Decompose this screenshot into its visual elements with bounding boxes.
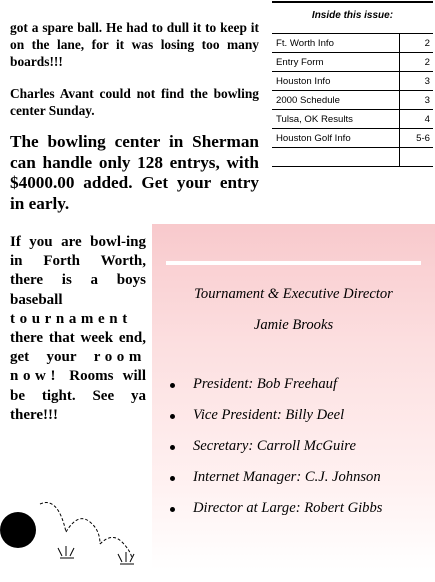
contents-label: Tulsa, OK Results bbox=[272, 110, 400, 129]
inside-this-issue-title: Inside this issue: bbox=[311, 10, 394, 21]
contents-page: 2 bbox=[400, 34, 434, 53]
contents-page bbox=[400, 148, 434, 167]
bullet-icon bbox=[170, 507, 175, 512]
contents-page: 5-6 bbox=[400, 129, 434, 148]
panel-divider-rule bbox=[166, 261, 421, 265]
contents-row-empty bbox=[272, 148, 433, 167]
officer-item bbox=[152, 407, 382, 438]
bullet-icon bbox=[170, 383, 175, 388]
officer-item bbox=[152, 376, 382, 407]
contents-page: 2 bbox=[400, 53, 434, 72]
officer-text: Director at Large: Robert Gibbs bbox=[193, 500, 383, 516]
contents-label: Ft. Worth Info bbox=[272, 34, 400, 53]
issue-box-top-rule bbox=[272, 1, 433, 3]
officer-item bbox=[152, 438, 382, 469]
contents-row bbox=[272, 129, 433, 148]
contents-row bbox=[272, 53, 433, 72]
impact-mark bbox=[118, 552, 134, 564]
fort-worth-text-a: If you are bowl-ing in Forth Worth, there is a boys baseball bbox=[10, 234, 146, 308]
fort-worth-text-room: room now! bbox=[10, 349, 146, 385]
officer-item bbox=[152, 469, 382, 500]
inside-this-issue-box bbox=[272, 0, 433, 168]
director-name: Jamie Brooks bbox=[253, 317, 334, 333]
director-title: Tournament & Executive Director bbox=[194, 286, 393, 302]
contents-row bbox=[272, 34, 433, 53]
bullet-icon bbox=[170, 476, 175, 481]
contents-label: Houston Golf Info bbox=[272, 129, 400, 148]
bowling-ball-icon bbox=[0, 482, 150, 582]
contents-label: Houston Info bbox=[272, 72, 400, 91]
bounce-trail bbox=[40, 503, 66, 532]
fort-worth-text-c: there that week end, get your bbox=[10, 330, 146, 366]
contents-row bbox=[272, 72, 433, 91]
article-paragraph-charles-avant: Charles Avant could not find the bowling center Sunday. bbox=[10, 86, 259, 118]
article-paragraph-spare-ball: got a spare ball. He had to dull it to keep it on the lane, for it was losing too many boards!!! bbox=[10, 20, 259, 69]
contents-page: 4 bbox=[400, 110, 434, 129]
officer-text: Secretary: Carroll McGuire bbox=[193, 438, 356, 454]
contents-label: Entry Form bbox=[272, 53, 400, 72]
contents-label: 2000 Schedule bbox=[272, 91, 400, 110]
contents-page: 3 bbox=[400, 91, 434, 110]
impact-mark bbox=[58, 546, 74, 558]
ball-shape bbox=[0, 512, 36, 548]
officer-list bbox=[152, 376, 382, 531]
article-paragraph-fort-worth bbox=[10, 233, 146, 425]
contents-row bbox=[272, 91, 433, 110]
fort-worth-text-e: Rooms will be tight. See ya there!!! bbox=[10, 368, 147, 423]
bullet-icon bbox=[170, 445, 175, 450]
officer-text: Internet Manager: C.J. Johnson bbox=[193, 469, 381, 485]
bounce-trail bbox=[100, 537, 132, 558]
officer-item bbox=[152, 500, 382, 531]
contents-page: 3 bbox=[400, 72, 434, 91]
officer-text: President: Bob Freehauf bbox=[193, 376, 338, 392]
fort-worth-text-tournament: tournament bbox=[10, 310, 132, 327]
contents-table bbox=[272, 33, 433, 167]
contents-label bbox=[272, 148, 400, 167]
officer-text: Vice President: Billy Deel bbox=[193, 407, 345, 423]
contents-row bbox=[272, 110, 433, 129]
article-paragraph-sherman: The bowling center in Sherman can handle only 128 entrys, with $4000.00 added. Get your entry in early. bbox=[10, 132, 259, 213]
officers-panel bbox=[152, 224, 435, 570]
bullet-icon bbox=[170, 414, 175, 419]
bounce-trail bbox=[66, 519, 100, 544]
